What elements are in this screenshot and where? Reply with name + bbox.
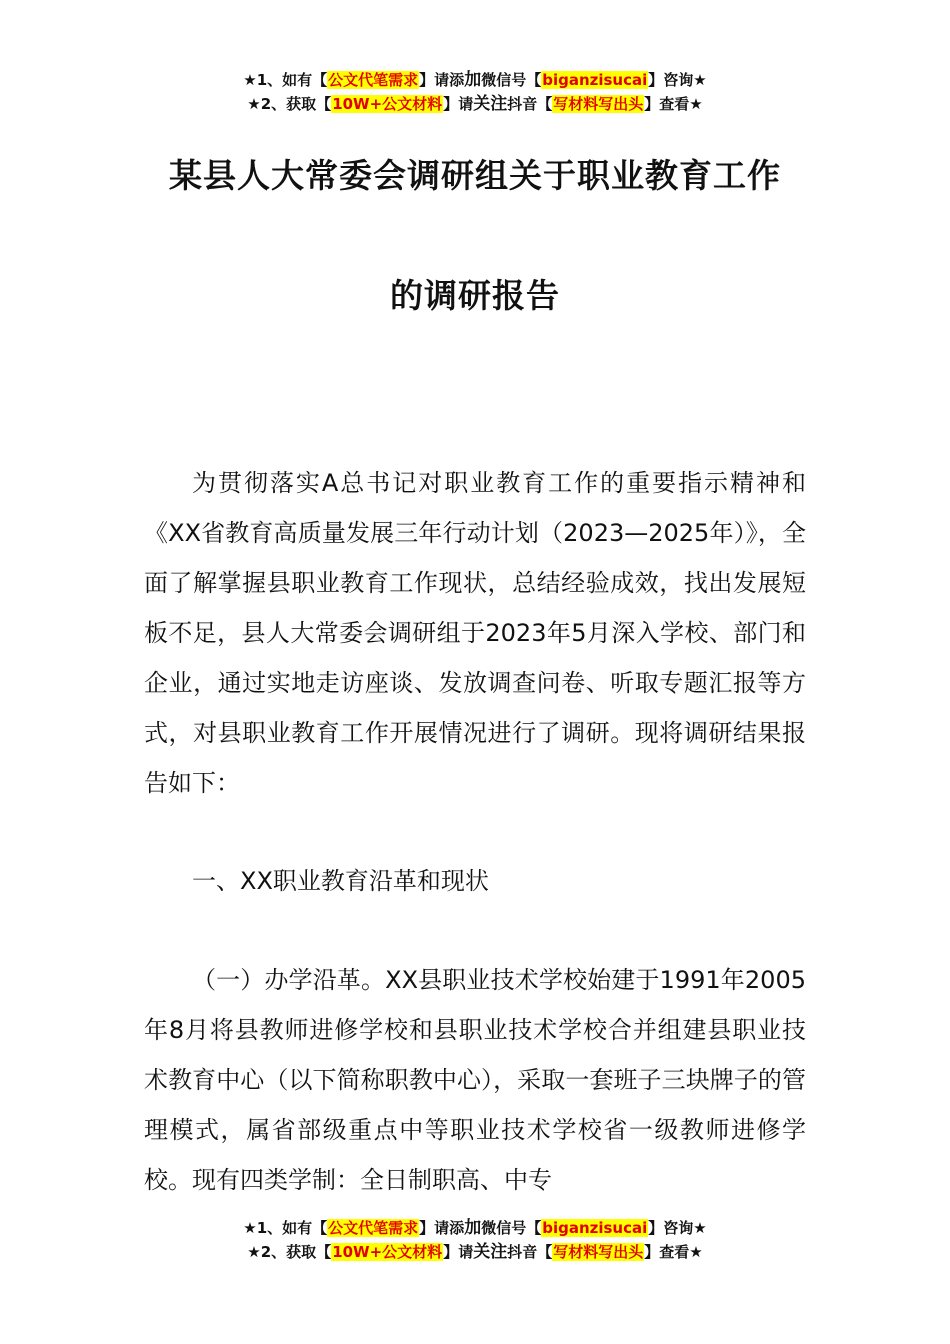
promo-banner-top	[0, 68, 950, 116]
promo-text: 】请	[443, 95, 474, 113]
promo-text: ★1、如有【	[243, 71, 328, 89]
promo-line-1	[0, 1216, 950, 1240]
section-heading: 一、XX职业教育沿革和现状	[192, 867, 489, 895]
promo-emphasis: 关注	[473, 1242, 508, 1262]
promo-text: 】请添	[419, 1219, 465, 1237]
promo-douyin-id: 写材料写出头	[553, 1243, 644, 1261]
promo-highlight: 10W+公文材料	[332, 1243, 443, 1261]
promo-line-2	[0, 92, 950, 116]
promo-wechat-id: biganzisucai	[542, 71, 648, 89]
promo-text: ★2、获取【	[247, 95, 332, 113]
promo-text: 抖音【	[507, 1243, 553, 1261]
promo-banner-bottom	[0, 1216, 950, 1264]
promo-highlight: 10W+公文材料	[332, 95, 443, 113]
intro-paragraph: 为贯彻落实A总书记对职业教育工作的重要指示精神和《XX省教育高质量发展三年行动计划（2023—2025年）》，全面了解掌握县职业教育工作现状，总结经验成效，找出发展短板不足，县人大常委会调研组于2023年5月深入学校、部门和企业，通过实地走访座谈、发放调查问卷、听取专题汇报等方式，对县职业教育工作开展情况进行了调研。现将调研结果报告如下：	[144, 469, 806, 797]
promo-text: 微信号【	[481, 1219, 542, 1237]
promo-line-2	[0, 1240, 950, 1264]
promo-emphasis: 关注	[473, 94, 508, 114]
promo-text: 】咨询★	[648, 71, 707, 89]
promo-douyin-id: 写材料写出头	[553, 95, 644, 113]
section-paragraph: （一）办学沿革。XX县职业技术学校始建于1991年2005年8月将县教师进修学校和县职业技术学校合并组建县职业技术教育中心（以下简称职教中心），采取一套班子三块牌子的管理模式，属省部级重点中等职业技术学校省一级教师进修学校。现有四类学制：全日制职高、中专	[144, 966, 806, 1194]
promo-text: ★1、如有【	[243, 1219, 328, 1237]
document-title-line-1: 某县人大常委会调研组关于职业教育工作	[169, 156, 781, 195]
promo-text: 】查看★	[644, 1243, 703, 1261]
promo-text: 】查看★	[644, 95, 703, 113]
promo-text: 微信号【	[481, 71, 542, 89]
promo-text: 】咨询★	[648, 1219, 707, 1237]
promo-text: ★2、获取【	[247, 1243, 332, 1261]
promo-highlight: 公文代笔需求	[328, 1219, 419, 1237]
promo-text: 】请添	[419, 71, 465, 89]
promo-highlight: 公文代笔需求	[328, 71, 419, 89]
promo-emphasis: 加	[464, 70, 482, 90]
promo-text: 】请	[443, 1243, 474, 1261]
promo-text: 抖音【	[507, 95, 553, 113]
document-title-line-2: 的调研报告	[390, 276, 560, 315]
promo-wechat-id: biganzisucai	[542, 1219, 648, 1237]
promo-line-1	[0, 68, 950, 92]
promo-emphasis: 加	[464, 1218, 482, 1238]
